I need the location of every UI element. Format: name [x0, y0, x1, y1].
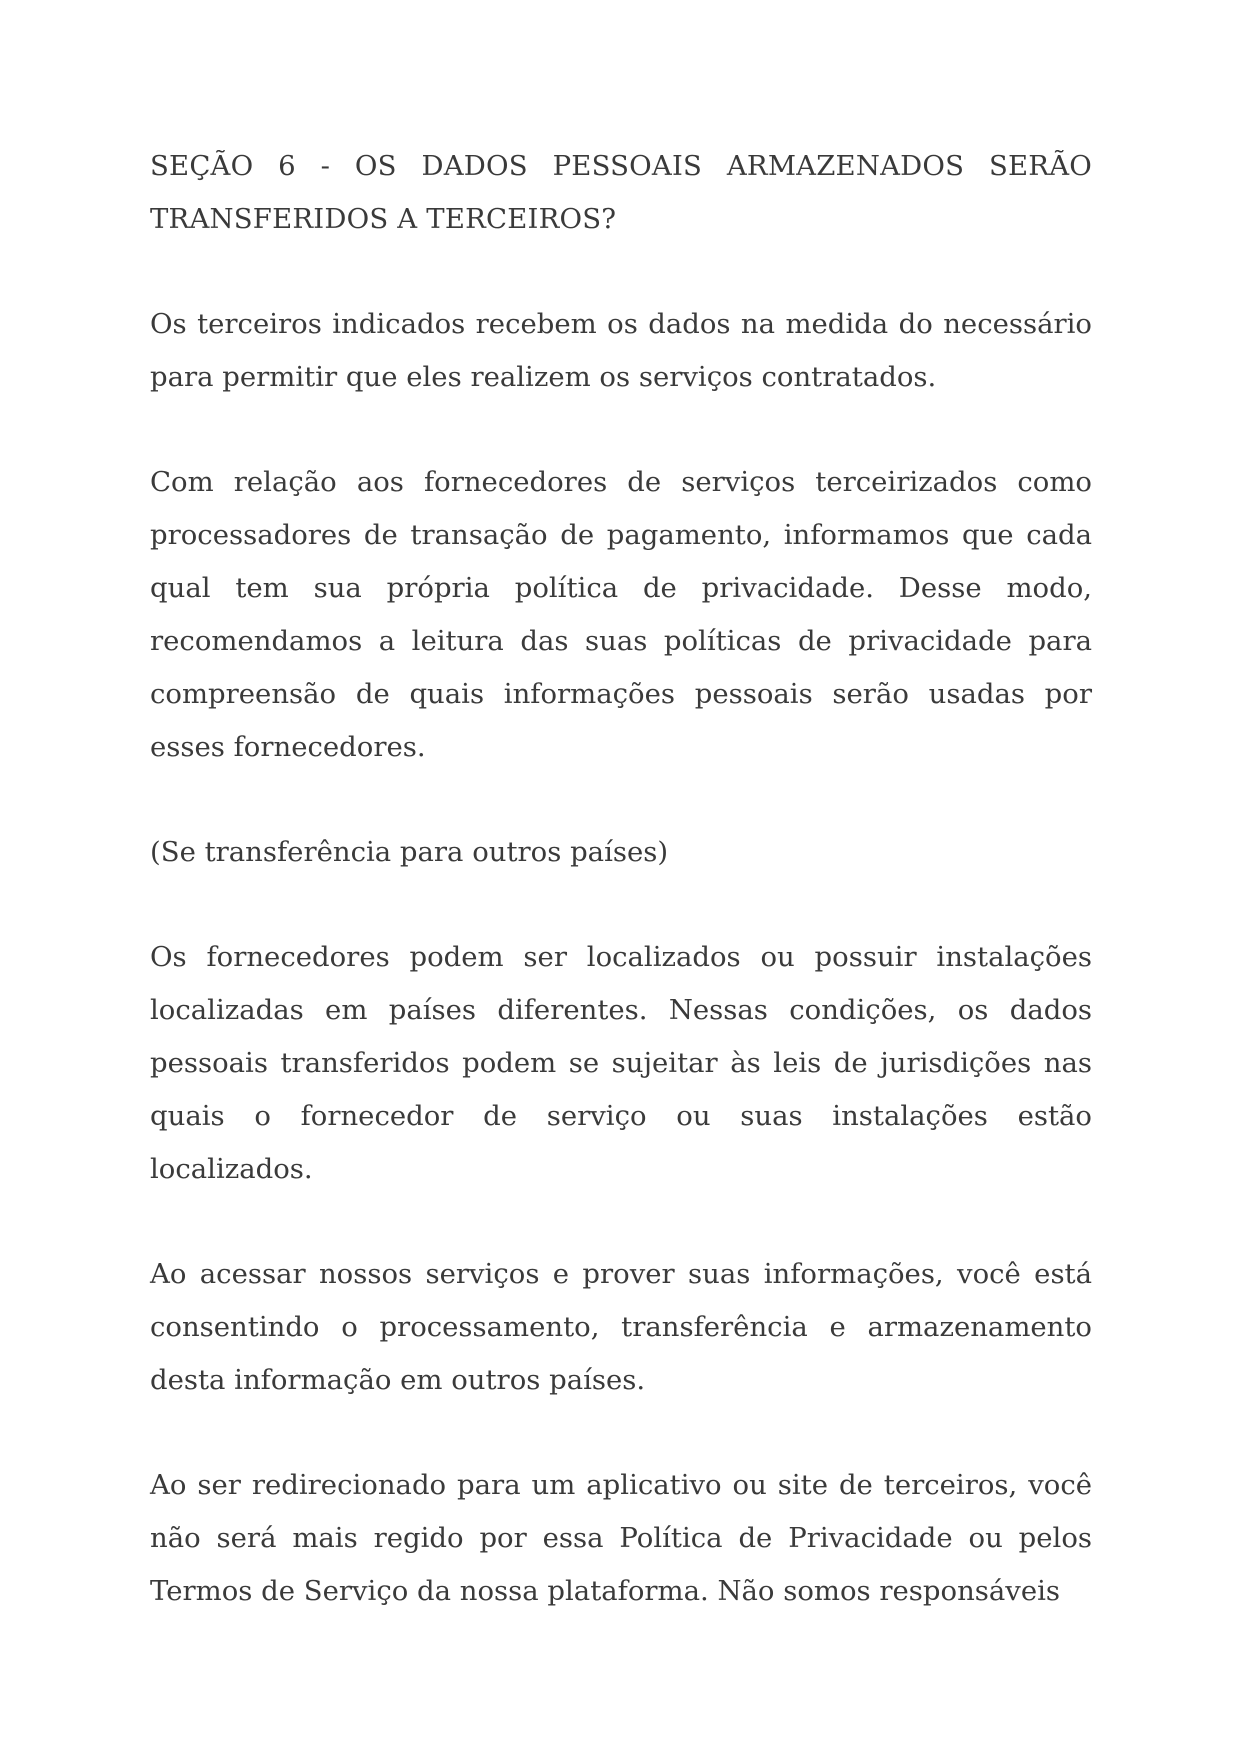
paragraph-provider-locations: Os fornecedores podem ser localizados ou possuir instalações localizadas em países diferentes. Nessas condições, os dados pessoais transferidos podem se sujeitar às leis de jurisdições nas quais o fornecedor de serviço ou suas instalações estão localizados. [150, 941, 1092, 1185]
paragraph-transfer-note: (Se transferência para outros países) [150, 836, 669, 868]
section-heading: SEÇÃO 6 - OS DADOS PESSOAIS ARMAZENADOS SERÃO TRANSFERIDOS A TERCEIROS? [150, 150, 1092, 235]
document-page [150, 140, 1092, 1618]
paragraph-service-providers: Com relação aos fornecedores de serviços terceirizados como processadores de transação de pagamento, informamos que cada qual tem sua própria política de privacidade. Desse modo, recomendamos a leitura das suas políticas de privacidade para compreensão de quais informações pessoais serão usadas por esses fornecedores. [150, 466, 1092, 763]
paragraph-consent: Ao acessar nossos serviços e prover suas informações, você está consentindo o processamento, transferência e armazenamento desta informação em outros países. [150, 1258, 1092, 1396]
paragraph-third-party-data: Os terceiros indicados recebem os dados na medida do necessário para permitir que eles realizem os serviços contratados. [150, 308, 1092, 393]
paragraph-redirection: Ao ser redirecionado para um aplicativo ou site de terceiros, você não será mais regido por essa Política de Privacidade ou pelos Termos de Serviço da nossa plataforma. Não somos responsáveis [150, 1469, 1092, 1607]
